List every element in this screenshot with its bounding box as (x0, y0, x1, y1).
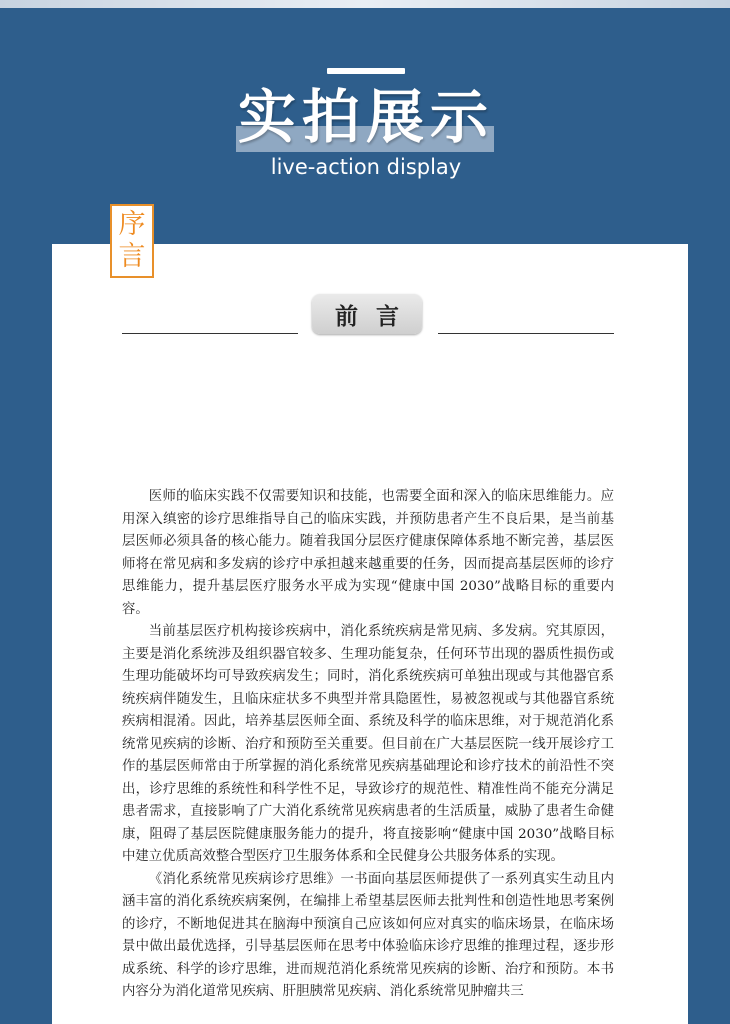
paragraph-1: 医师的临床实践不仅需要知识和技能，也需要全面和深入的临床思维能力。应用深入缜密的诊疗思维指导自己的临床实践，并预防患者产生不良后果，是当前基层医师必须具备的核心能力。随着我国分层医疗健康保障体系地不断完善，基层医师将在常见病和多发病的诊疗中承担越来越重要的任务，因而提高基层医师的诊疗思维能力，提升基层医疗服务水平成为实现“健康中国 2030”战略目标的重要内容。 (122, 489, 614, 617)
section-tag (110, 204, 154, 278)
section-tag-char-1: 序 (118, 209, 146, 240)
section-heading (312, 294, 422, 334)
section-heading-text: 前言 (335, 303, 417, 330)
heading-rule-left (122, 333, 298, 334)
page-title: 实拍展示 (237, 83, 494, 151)
paragraph-3: 《消化系统常见疾病诊疗思维》一书面向基层医师提供了一系列真实生动且内涵丰富的消化系统疾病案例，在编排上希望基层医师去批判性和创造性地思考案例的诊疗，不断地促进其在脑海中预演自己应该如何应对真实的临床场景，在临床场景中做出最优选择，引导基层医师在思考中体验临床诊疗思维的推理过程，逐步形成系统、科学的诊疗思维，进而规范消化系统常见疾病的诊断、治疗和预防。本书内容分为消化道常见疾病、肝胆胰常见疾病、消化系统常见肿瘤共三 (122, 871, 614, 999)
body-text (122, 486, 614, 1004)
page-subtitle: live-action display (270, 155, 462, 179)
section-tag-char-2: 言 (118, 241, 146, 272)
paragraph-2: 当前基层医疗机构接诊疾病中，消化系统疾病是常见病、多发病。究其原因，主要是消化系统涉及组织器官较多、生理功能复杂，任何环节出现的器质性损伤或生理功能破坏均可导致疾病发生；同时，消化系统疾病可单独出现或与其他器官系统疾病伴随发生，且临床症状多不典型并常具隐匿性，易被忽视或与其他器官系统疾病相混淆。因此，培养基层医师全面、系统及科学的临床思维，对于规范消化系统常见疾病的诊断、治疗和预防至关重要。但目前在广大基层医院一线开展诊疗工作的基层医师常由于所掌握的消化系统常见疾病基础理论和诊疗技术的前沿性不突出，诊疗思维的系统性和科学性不足，导致诊疗的规范性、精准性尚不能充分满足患者需求，直接影响了广大消化系统常见疾病患者的生活质量，威胁了患者生命健康，阻碍了基层医院健康服务能力的提升，将直接影响“健康中国 2030”战略目标中建立优质高效整合型医疗卫生服务体系和全民健身公共服务体系的实现。 (122, 624, 614, 864)
heading-rule-right (438, 333, 614, 334)
top-decorative-strip (0, 0, 730, 8)
title-accent-bar (327, 68, 405, 74)
